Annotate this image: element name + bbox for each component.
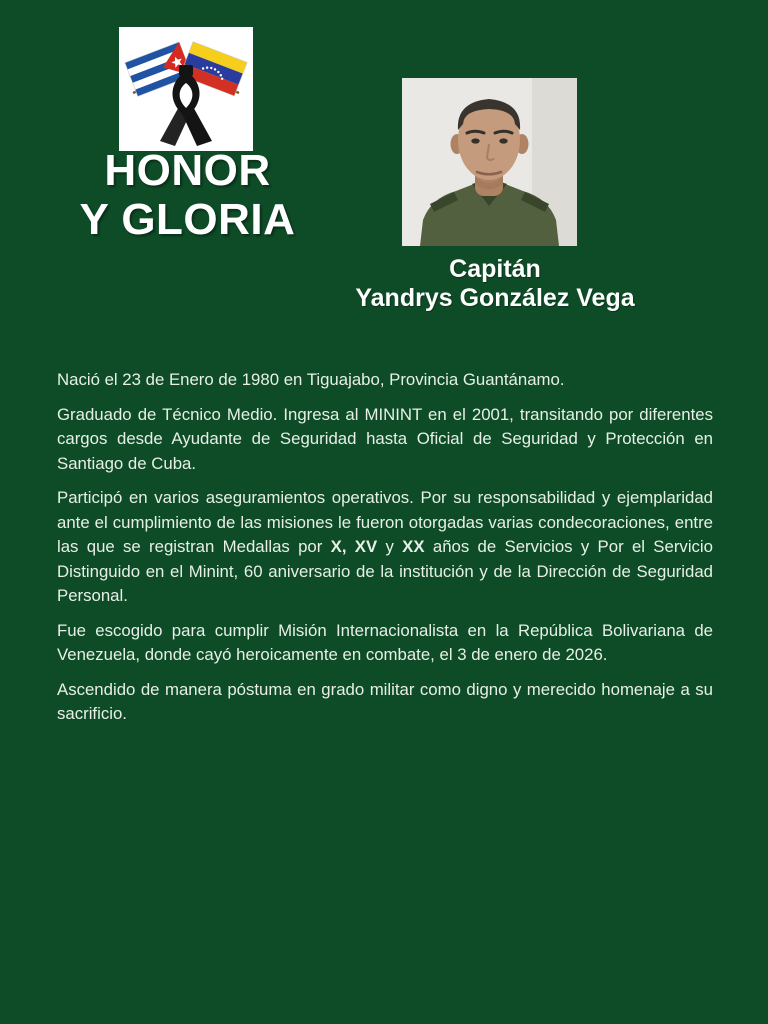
text-run: años de Servicios y Por el Servicio Distinguido en el Minint, 60 aniversario de la institución y de la Dirección de Seguridad Personal.	[57, 537, 713, 605]
text-run: y	[377, 537, 403, 556]
paragraph-promotion	[57, 678, 713, 727]
title-line-2: Y GLORIA	[79, 195, 296, 244]
photo-caption	[320, 255, 670, 313]
rank-label: Capitán	[449, 255, 541, 283]
mourning-logo	[119, 27, 253, 151]
biography	[57, 368, 713, 737]
honor-gloria-title	[40, 146, 335, 244]
paragraph-service-medals	[57, 486, 713, 609]
portrait-graphic	[402, 78, 577, 246]
text-run: Ascendido de manera póstuma en grado militar como digno y merecido homenaje a su sacrificio.	[57, 679, 713, 723]
portrait-photo	[402, 78, 577, 246]
text-run: Participó en varios aseguramientos operativos. Por su responsabilidad y ejemplaridad ante el cumplimiento de las misiones le fueron otorgadas varias condecoraciones, entre las que se registran Medallas por	[57, 488, 713, 556]
paragraph-education	[57, 403, 713, 477]
paragraph-birth	[57, 368, 713, 393]
text-run: Fue escogido para cumplir Misión Internacionalista en la República Bolivariana de Venezuela, donde cayó heroicamente en combate, el 3 de enero de 2026.	[57, 620, 713, 664]
title-line-1: HONOR	[104, 146, 271, 195]
text-run: Nació el 23 de Enero de 1980 en Tiguajabo, Provincia Guantánamo.	[57, 370, 565, 389]
paragraph-mission	[57, 619, 713, 668]
bold-text-run: X, XV	[330, 537, 378, 556]
officer-name: Yandrys González Vega	[355, 284, 635, 312]
mourning-logo-graphic	[119, 27, 253, 151]
text-run: Graduado de Técnico Medio. Ingresa al MININT en el 2001, transitando por diferentes cargos desde Ayudante de Seguridad hasta Oficial de Seguridad y Protección en Santiago de Cuba.	[57, 404, 713, 473]
bold-text-run: XX	[402, 537, 425, 556]
